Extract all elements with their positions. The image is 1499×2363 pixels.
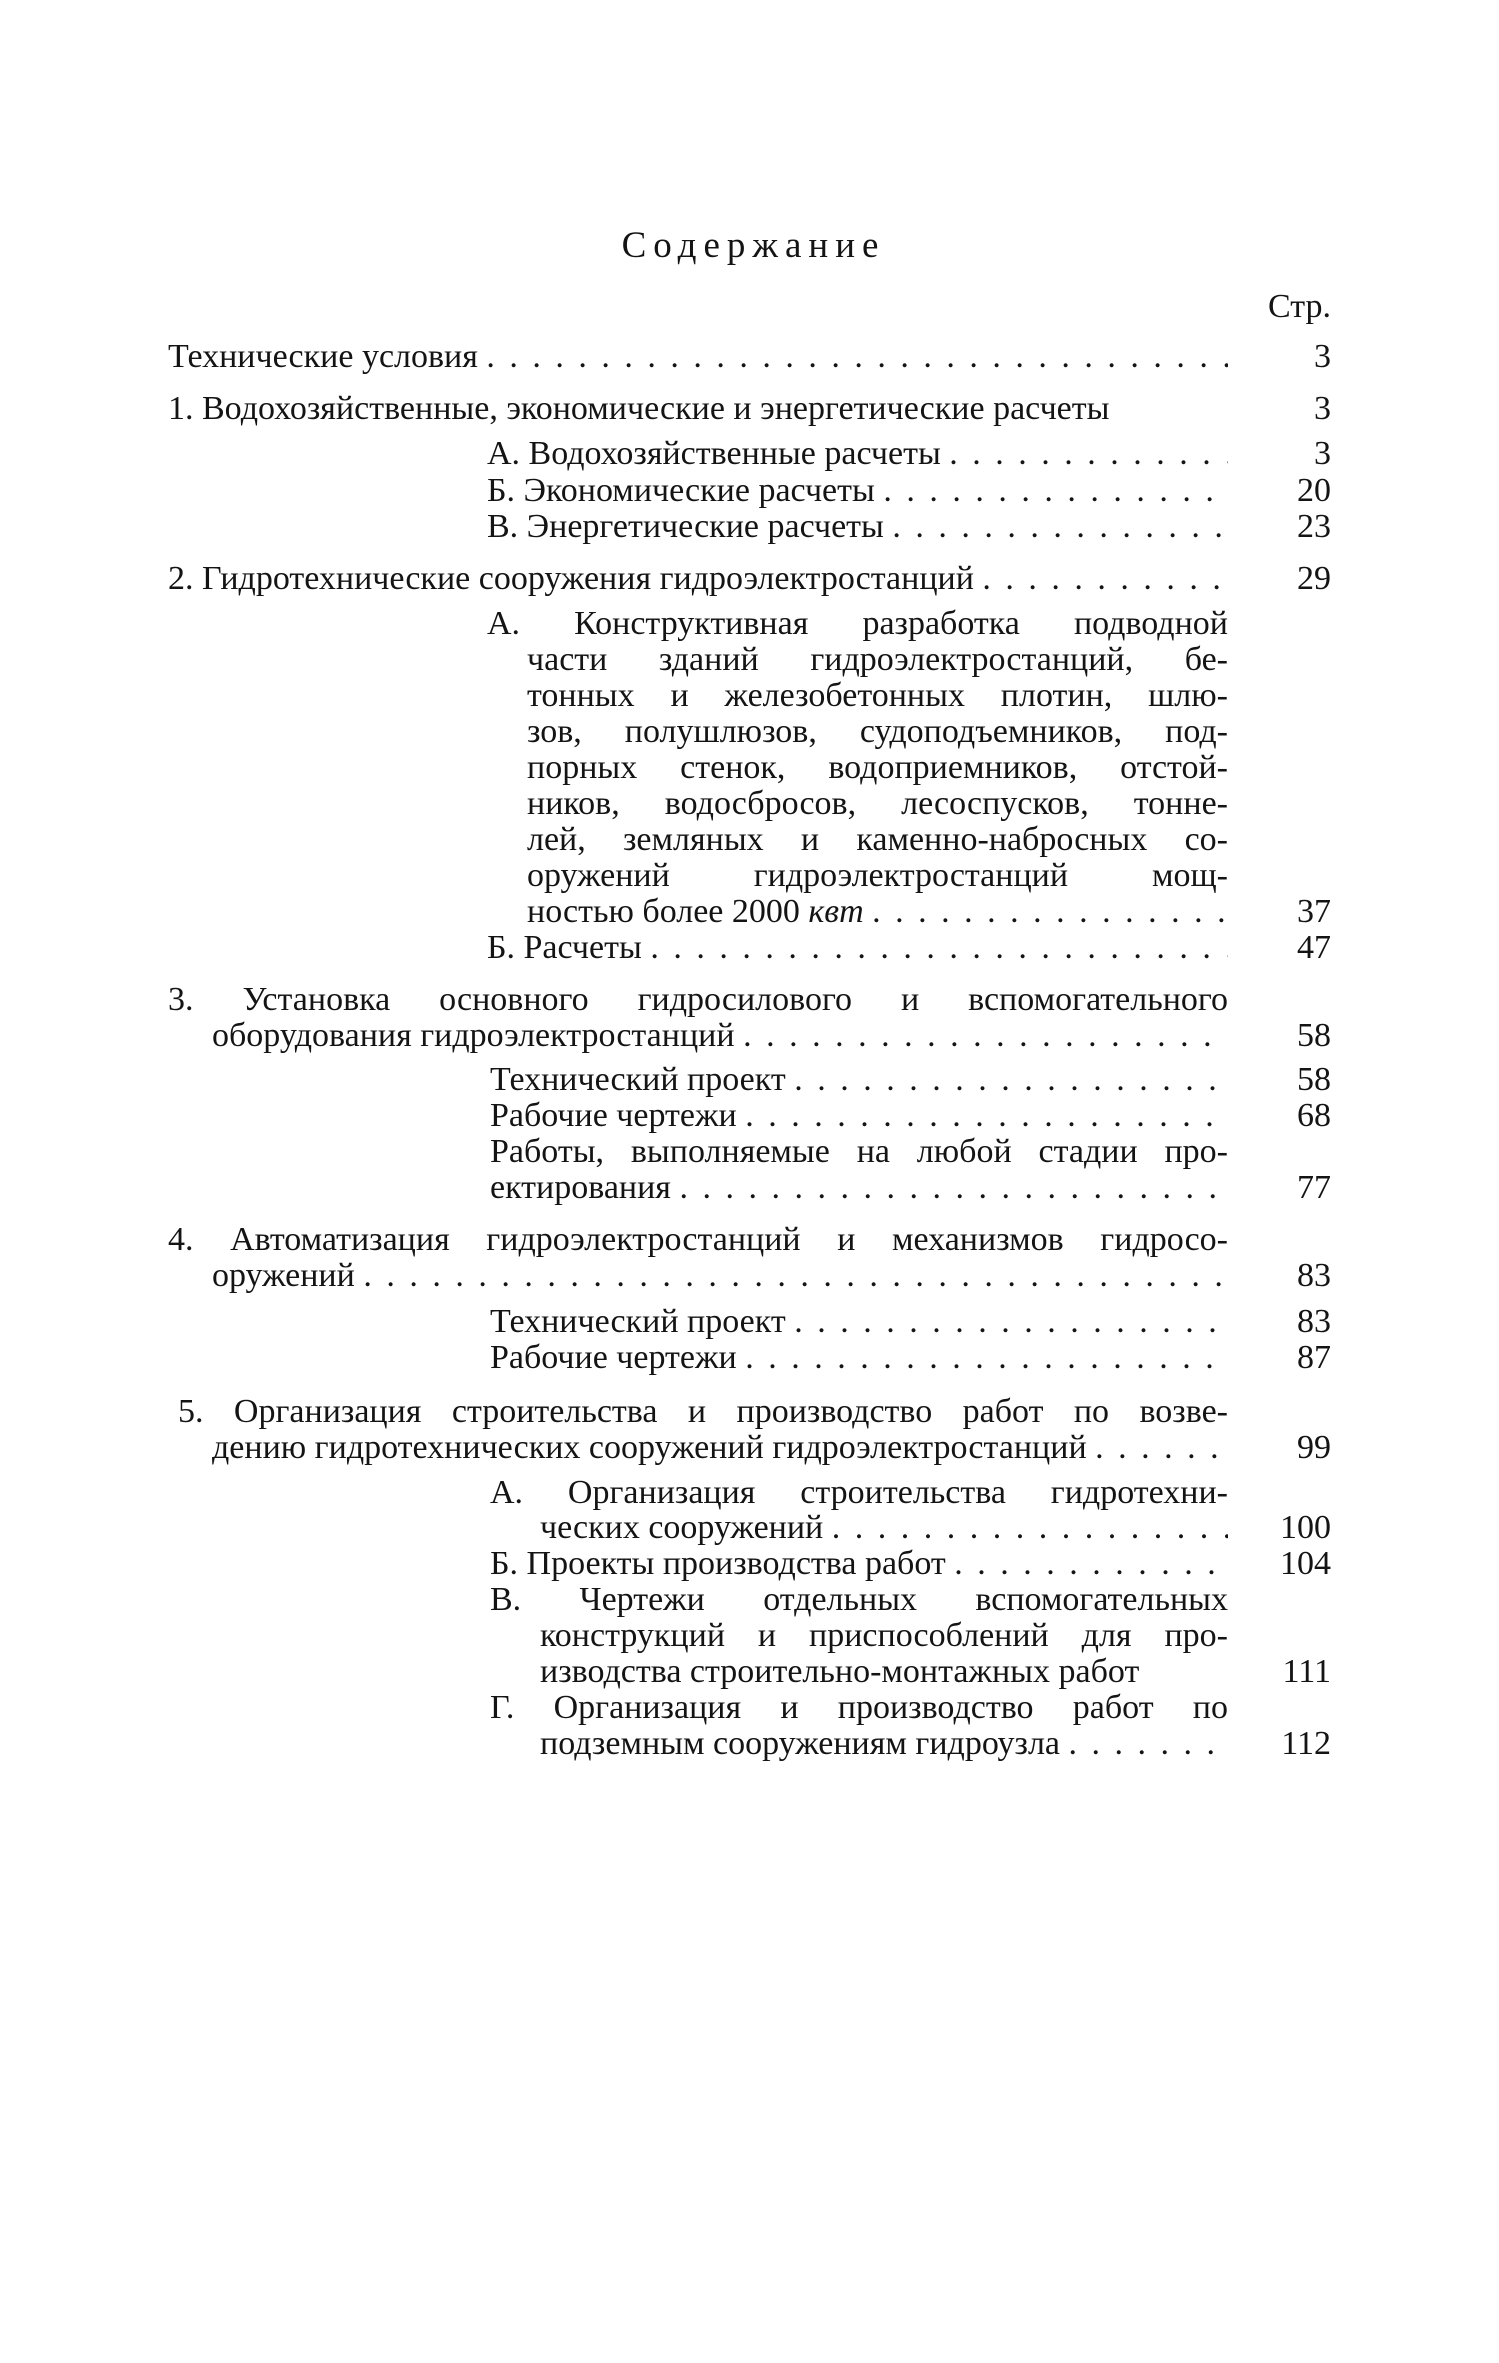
toc-entry-2a-line: порных стенок, водоприемников, отстой- [527,750,1228,786]
toc-entry-label: Технический проект [490,1062,786,1098]
toc-entry-5a-line1: А. Организация строительства гидротехни- [490,1475,1228,1511]
toc-entry-label: Рабочие чертежи [490,1098,737,1134]
toc-page-number: 87 [1297,1339,1331,1376]
toc-entry-label: Б. Проекты производства работ [490,1546,946,1582]
toc-entry-3a [490,1062,1228,1098]
toc-section-4-line2 [212,1258,1228,1294]
toc-entry-2b [487,930,1228,966]
toc-entry-1b [487,473,1228,509]
toc-entry-5a-line2 [540,1510,1228,1546]
toc-entry-1c [487,509,1228,545]
toc-page-number: 58 [1297,1017,1331,1054]
toc-entry-label: Рабочие чертежи [490,1340,737,1376]
toc-entry-5b [490,1546,1228,1582]
toc-section-4-line1: 4. Автоматизация гидроэлектростанций и механизмов гидросо- [168,1222,1228,1258]
toc-section-3-line2 [212,1018,1228,1054]
toc-section-1: 1. Водохозяйственные, экономические и энергетические расчеты [168,391,1110,427]
toc-page-number: 20 [1297,472,1331,509]
toc-entry-5d-line2 [540,1726,1228,1762]
toc-entry-label: дению гидротехнических сооружений гидроэлектростанций [212,1430,1087,1466]
toc-entry-4a [490,1304,1228,1340]
toc-entry-label: В. Энергетические расчеты [487,509,884,545]
toc-entry-5c-line2: конструкций и приспособлений для про- [540,1618,1228,1654]
toc-page-number: 111 [1282,1653,1331,1690]
toc-page-number: 83 [1297,1303,1331,1340]
toc-entry-2a-line: части зданий гидроэлектростанций, бе- [527,642,1228,678]
toc-section-2 [168,561,1228,597]
toc-entry-1a [487,436,1228,472]
toc-entry-5d-line1: Г. Организация и производство работ по [490,1690,1228,1726]
toc-entry-5c-line3: изводства строительно-монтажных работ [540,1654,1140,1690]
toc-page-number: 77 [1297,1169,1331,1206]
toc-section-3-line1: 3. Установка основного гидросилового и вспомогательного [168,982,1228,1018]
toc-page-number: 100 [1280,1509,1331,1546]
toc-entry-label: А. Водохозяйственные расчеты [487,436,941,472]
toc-entry-label: ектирования [490,1170,671,1206]
toc-entry-2a-line: тонных и железобетонных плотин, шлю- [527,678,1228,714]
toc-section-5-line1: 5. Организация строительства и производство работ по возве- [178,1394,1228,1430]
toc-page-number: 29 [1297,560,1331,597]
toc-entry-label: Технические условия [168,339,478,375]
toc-entry-2a-line: ников, водосбросов, лесоспусков, тонне- [527,786,1228,822]
toc-page-number: 83 [1297,1257,1331,1294]
toc-entry-label: ностью более 2000 [527,894,809,930]
toc-page-number: 47 [1297,929,1331,966]
toc-entry-label: ческих сооружений [540,1510,824,1546]
toc-entry-label: оборудования гидроэлектростанций [212,1018,735,1054]
toc-entry-tech [168,339,1228,375]
toc-page-number: 99 [1297,1429,1331,1466]
toc-entry-2a-line: А. Конструктивная разработка подводной [487,606,1228,642]
toc-page-number: 58 [1297,1061,1331,1098]
toc-entry-2a-line: зов, полушлюзов, судоподъемников, под- [527,714,1228,750]
toc-entry-5c-line1: В. Чертежи отдельных вспомогательных [490,1582,1228,1618]
toc-entry-2a-line: лей, земляных и каменно-набросных со- [527,822,1228,858]
toc-entry-label: подземным сооружениям гидроузла [540,1726,1061,1762]
toc-entry-2a-line: оружений гидроэлектростанций мощ- [527,858,1228,894]
toc-section-5-line2 [212,1430,1228,1466]
toc-page-number: 3 [1314,390,1331,427]
toc-page-number: 3 [1314,435,1331,472]
toc-entry-label: оружений [212,1258,355,1294]
toc-entry-label: Б. Экономические расчеты [487,473,875,509]
toc-page-number: 68 [1297,1097,1331,1134]
toc-page-number: 23 [1297,508,1331,545]
toc-entry-3c-line2 [490,1170,1228,1206]
toc-entry-3c-line1: Работы, выполняемые на любой стадии про- [490,1134,1228,1170]
toc-entry-label: Технический проект [490,1304,786,1340]
toc-page-number: 37 [1297,893,1331,930]
toc-entry-3b [490,1098,1228,1134]
toc-entry-4b [490,1340,1228,1376]
page-title: Содержание [621,225,886,266]
toc-entry-2a-last [527,894,1228,930]
toc-page-number: 112 [1281,1725,1331,1762]
toc-entry-label: Б. Расчеты [487,930,642,966]
toc-page-number: 3 [1314,338,1331,375]
page-column-header: Стр. [1267,288,1331,325]
toc-page-number: 104 [1280,1545,1331,1582]
toc-entry-label: 2. Гидротехнические сооружения гидроэлектростанций [168,561,974,597]
unit-kvt: квт [808,894,864,930]
